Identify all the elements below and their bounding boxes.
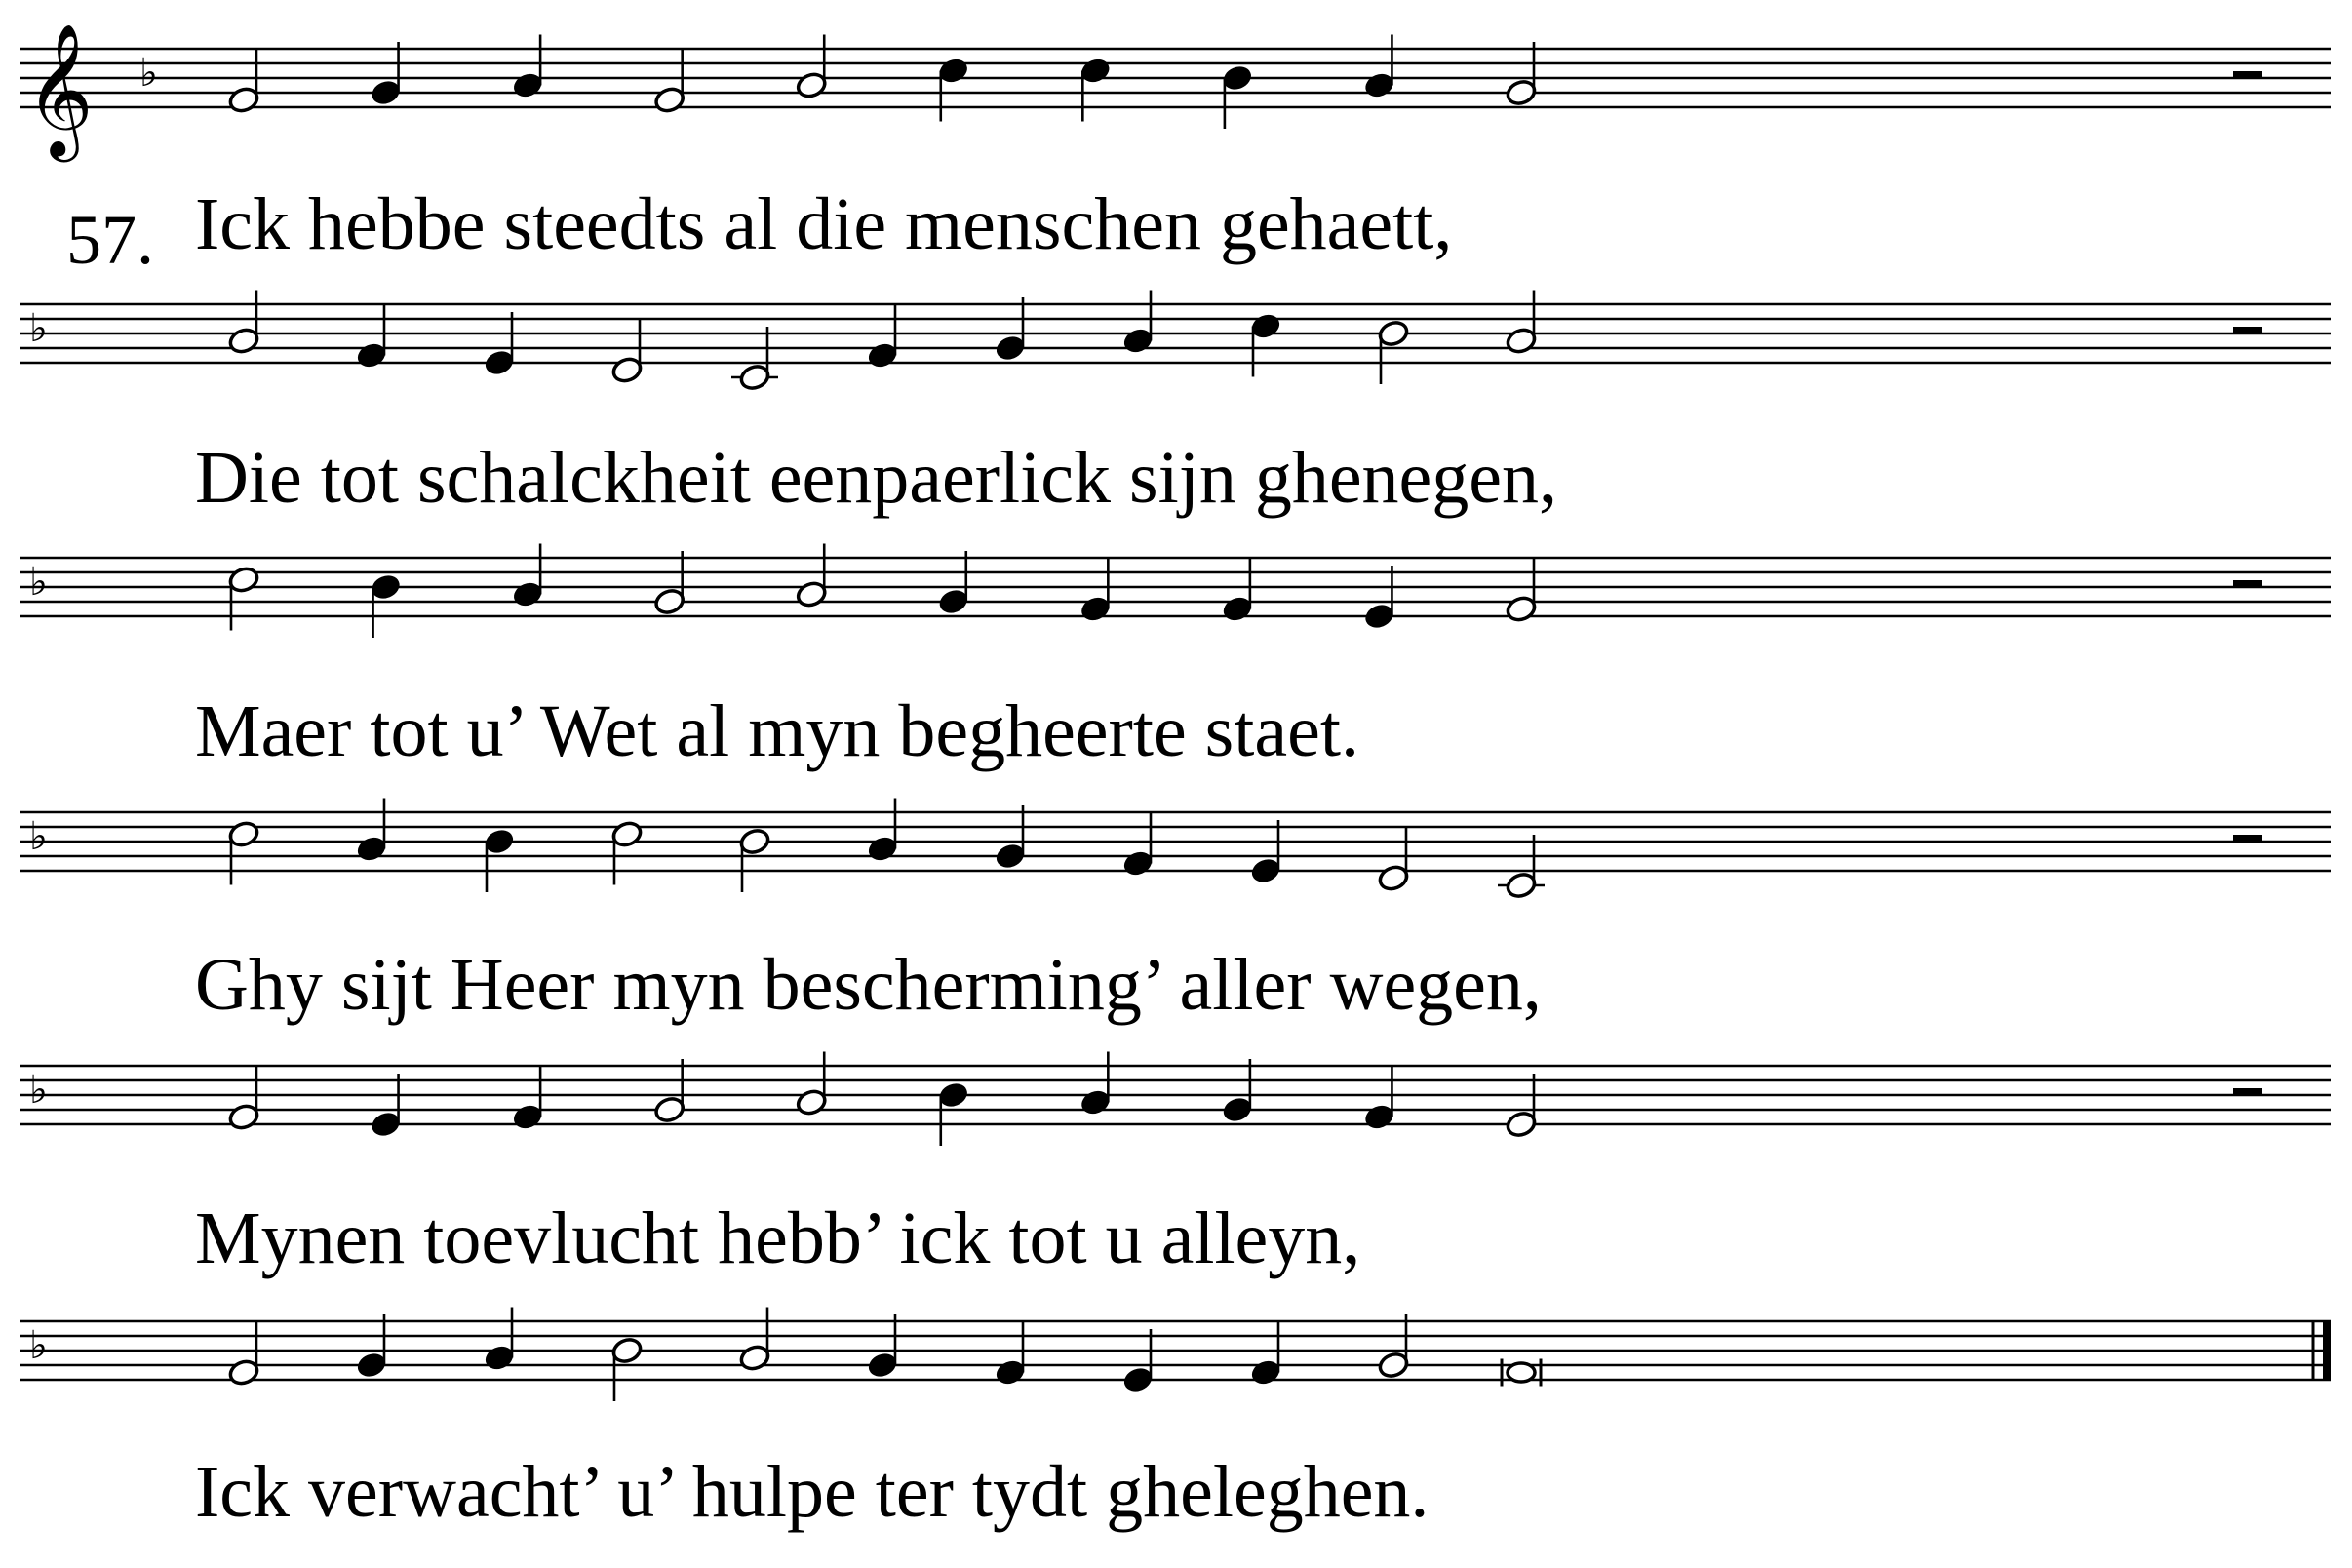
half-rest	[2233, 327, 2262, 334]
half-rest	[2233, 1088, 2262, 1096]
lyric-line-4: Ghy sijt Heer myn bescherming’ aller wegen,	[195, 944, 1542, 1026]
key-signature-flat-icon: ♭	[29, 1323, 48, 1368]
lyric-line-6: Ick verwacht’ u’ hulpe ter tydt gheleghen.	[195, 1451, 1430, 1533]
key-signature-flat-icon: ♭	[29, 1068, 48, 1113]
treble-clef-icon: 𝄞	[25, 21, 94, 156]
note	[1508, 1363, 1535, 1382]
half-rest	[2233, 835, 2262, 843]
key-signature-flat-icon: ♭	[29, 306, 48, 351]
lyric-line-2: Die tot schalckheit eenpaerlick sijn ghenegen,	[195, 437, 1558, 519]
half-rest	[2233, 71, 2262, 79]
half-rest	[2233, 580, 2262, 588]
lyric-line-1: Ick hebbe steedts al die menschen gehaett,	[195, 183, 1453, 265]
key-signature-flat-icon: ♭	[29, 560, 48, 605]
key-signature-flat-icon: ♭	[139, 51, 158, 96]
hymn-number: 57.	[66, 201, 154, 279]
key-signature-flat-icon: ♭	[29, 814, 48, 859]
lyric-line-5: Mynen toevlucht hebb’ ick tot u alleyn,	[195, 1197, 1361, 1279]
lyric-line-3: Maer tot u’ Wet al myn begheerte staet.	[195, 690, 1359, 772]
